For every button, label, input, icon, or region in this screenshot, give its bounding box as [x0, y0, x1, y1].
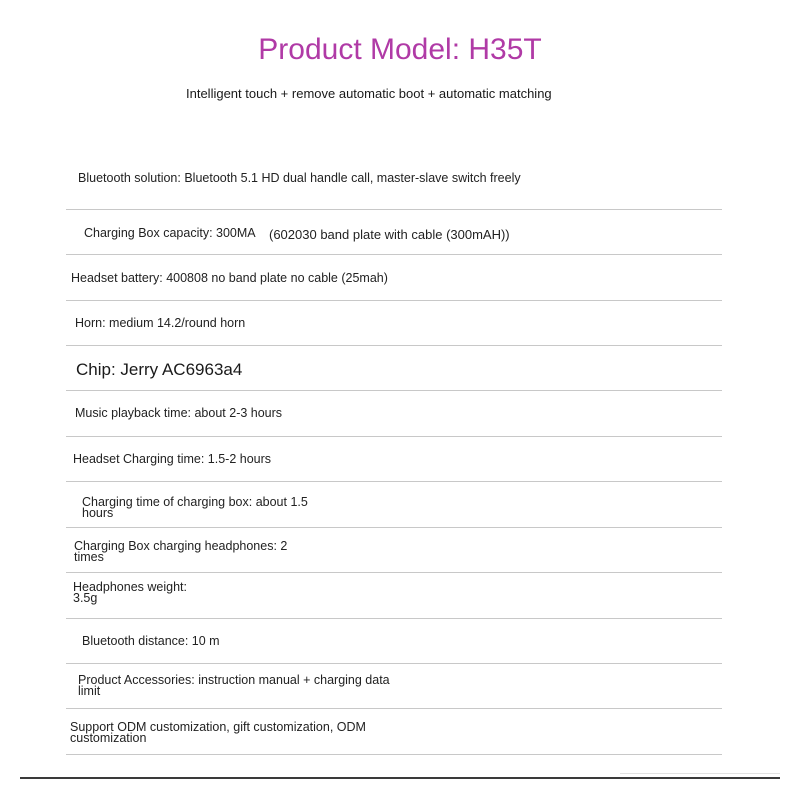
feature-subtitle: Intelligent touch + remove automatic boot + automatic matching — [186, 86, 552, 101]
spec-row-odm — [66, 709, 722, 755]
spec-box-charging-headphones: Charging Box charging headphones: 2 times — [74, 539, 288, 564]
spec-music-playback-time: Music playback time: about 2-3 hours — [75, 406, 283, 420]
spec-row-charging-box-capacity — [66, 210, 722, 255]
spec-list — [66, 163, 722, 755]
spec-row-horn — [66, 301, 722, 346]
spec-row-bluetooth-solution — [66, 163, 722, 210]
product-model-title: Product Model: H35T — [258, 33, 542, 66]
bottom-faint-line — [620, 773, 780, 774]
spec-row-chip — [66, 346, 722, 391]
spec-charging-box-time: Charging time of charging box: about 1.5 hours — [82, 495, 308, 520]
spec-row-charging-box-time — [66, 482, 722, 528]
spec-row-box-charging-headphones — [66, 528, 722, 573]
spec-row-bluetooth-distance — [66, 619, 722, 664]
spec-headset-charging-time: Headset Charging time: 1.5-2 hours — [73, 452, 272, 466]
spec-bluetooth-solution: Bluetooth solution: Bluetooth 5.1 HD dual handle call, master-slave switch freely — [78, 171, 521, 185]
spec-headphones-weight: Headphones weight: 3.5g — [73, 580, 187, 605]
spec-row-headset-charging — [66, 437, 722, 482]
spec-horn: Horn: medium 14.2/round horn — [75, 316, 246, 330]
spec-accessories: Product Accessories: instruction manual + charging data limit — [78, 673, 390, 698]
spec-bluetooth-distance: Bluetooth distance: 10 m — [82, 634, 220, 648]
spec-charging-box-capacity: Charging Box capacity: 300MA — [84, 226, 256, 240]
spec-row-accessories — [66, 664, 722, 709]
bottom-divider — [20, 777, 780, 779]
spec-charging-box-capacity-detail: (602030 band plate with cable (300mAH)) — [269, 227, 510, 242]
spec-odm: Support ODM customization, gift customization, ODM customization — [70, 720, 366, 745]
spec-chip: Chip: Jerry AC6963a4 — [76, 360, 243, 379]
spec-row-music-playback — [66, 391, 722, 437]
spec-row-headphones-weight — [66, 573, 722, 619]
spec-row-headset-battery — [66, 255, 722, 301]
spec-headset-battery: Headset battery: 400808 no band plate no cable (25mah) — [71, 271, 388, 285]
